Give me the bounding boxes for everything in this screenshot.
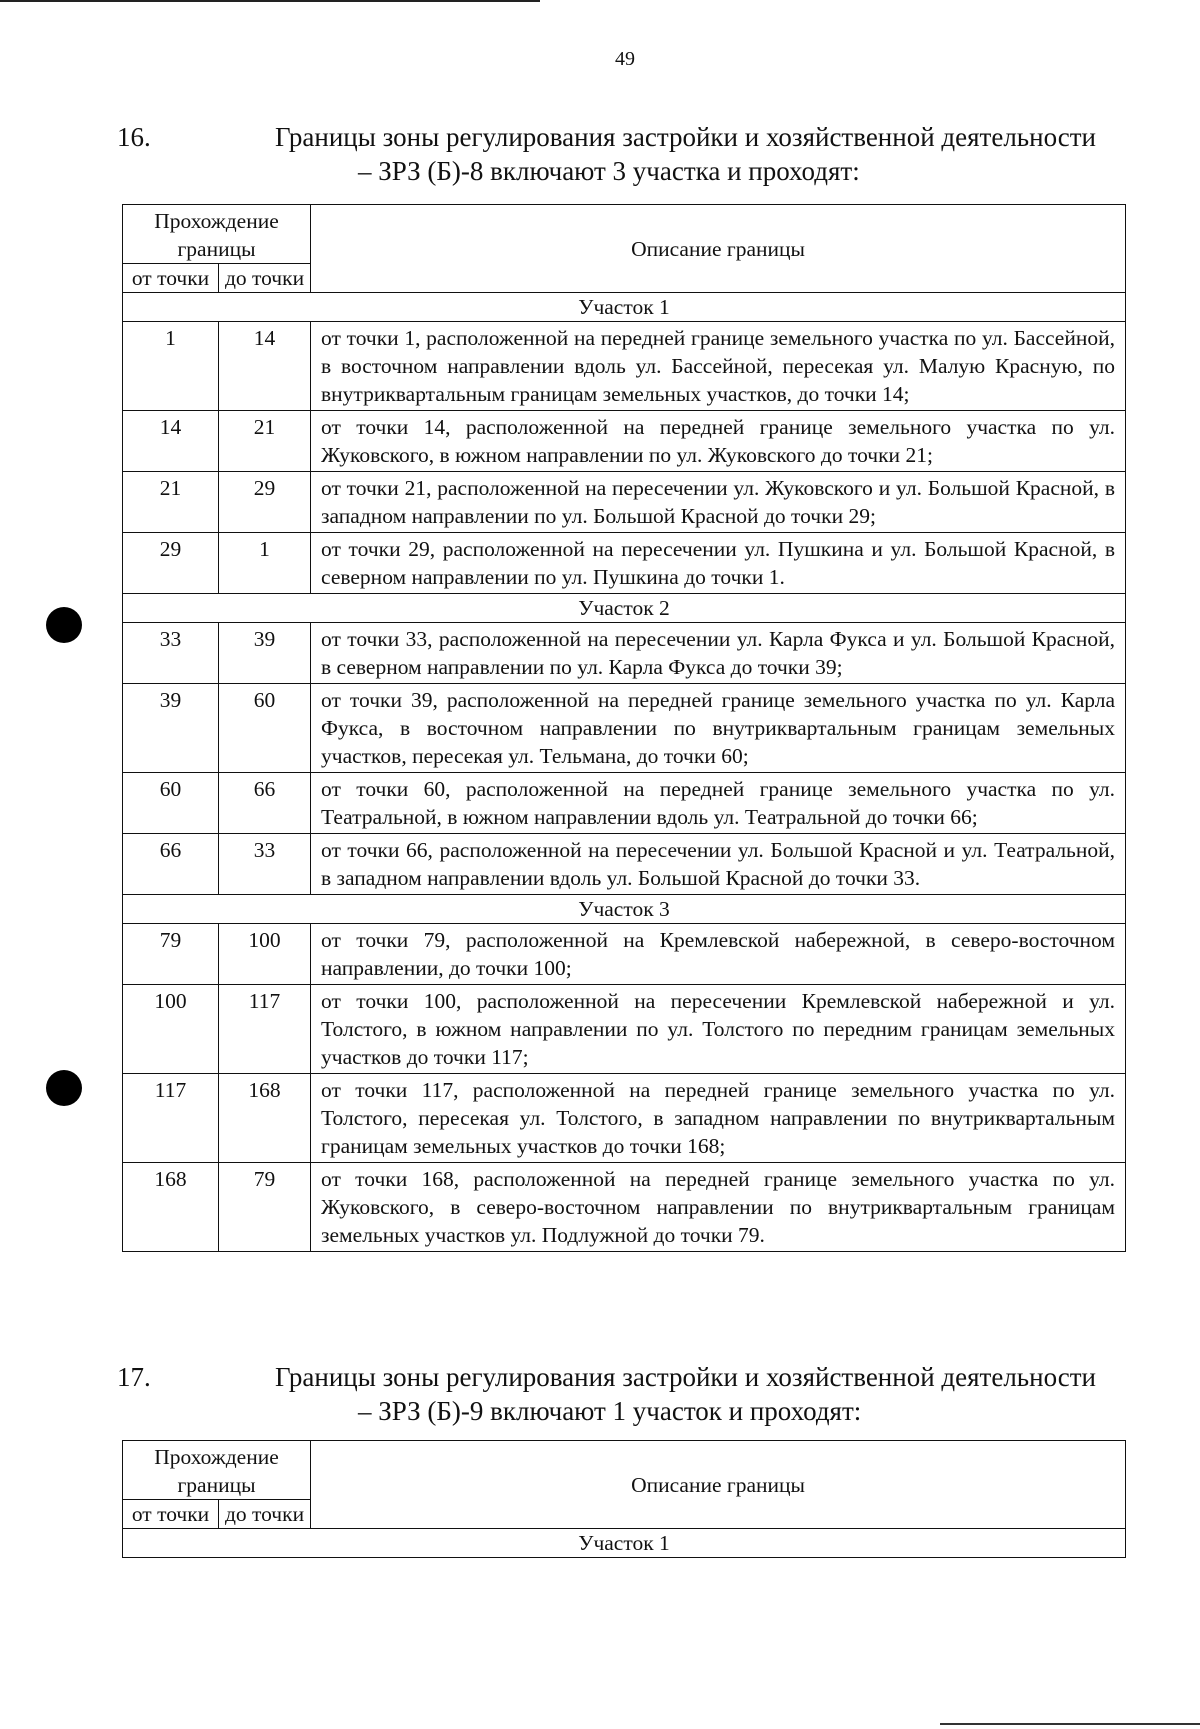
table-row: [123, 322, 1126, 411]
page-number: 49: [615, 48, 635, 70]
from-point: 21: [123, 472, 219, 533]
parcel-label: Участок 2: [123, 594, 1126, 623]
table-row: [123, 472, 1126, 533]
table-row: [123, 1163, 1126, 1252]
table-row: [123, 924, 1126, 985]
section-17-heading: [117, 1360, 1137, 1430]
parcel-label: Участок 3: [123, 895, 1126, 924]
to-point: 39: [219, 623, 311, 684]
boundary-description: от точки 100, расположенной на пересечении Кремлевской набережной и ул. Толстого, в южном направлении по ул. Толстого по передним границам земельных участков до точки 117;: [311, 985, 1126, 1074]
table-row: [123, 623, 1126, 684]
to-point: 14: [219, 322, 311, 411]
boundary-table-17: [122, 1440, 1126, 1558]
table-row: [123, 834, 1126, 895]
section-title-line2: – ЗРЗ (Б)-9 включают 1 участок и проходят:: [358, 1396, 862, 1426]
to-point: 79: [219, 1163, 311, 1252]
boundary-description: от точки 117, расположенной на передней границе земельного участка по ул. Толстого, пересекая ул. Толстого, в западном направлении по внутриквартальным границам земельных участков до точки 168;: [311, 1074, 1126, 1163]
from-point: 100: [123, 985, 219, 1074]
header-boundary-passage: Прохождение границы: [123, 1441, 311, 1500]
table-row: [123, 684, 1126, 773]
to-point: 117: [219, 985, 311, 1074]
from-point: 79: [123, 924, 219, 985]
to-point: 66: [219, 773, 311, 834]
from-point: 60: [123, 773, 219, 834]
to-point: 33: [219, 834, 311, 895]
section-title-line1: Границы зоны регулирования застройки и хозяйственной деятельности: [275, 122, 1096, 152]
boundary-description: от точки 39, расположенной на передней границе земельного участка по ул. Карла Фукса, в восточном направлении по внутриквартальным границам земельных участков, пересекая ул. Тельмана, до точки 60;: [311, 684, 1126, 773]
from-point: 33: [123, 623, 219, 684]
punch-hole: [46, 1070, 82, 1106]
to-point: 29: [219, 472, 311, 533]
table-row: [123, 1074, 1126, 1163]
to-point: 100: [219, 924, 311, 985]
punch-hole: [46, 607, 82, 643]
to-point: 60: [219, 684, 311, 773]
header-to-point: до точки: [219, 264, 311, 293]
to-point: 168: [219, 1074, 311, 1163]
to-point: 21: [219, 411, 311, 472]
scan-edge-top: [0, 0, 540, 2]
boundary-description: от точки 66, расположенной на пересечении ул. Большой Красной и ул. Театральной, в западном направлении вдоль ул. Большой Красной до точки 33.: [311, 834, 1126, 895]
boundary-description: от точки 1, расположенной на передней границе земельного участка по ул. Бассейной, в восточном направлении вдоль ул. Бассейной, пересекая ул. Малую Красную, по внутриквартальным границам земельных участков, до точки 14;: [311, 322, 1126, 411]
boundary-description: от точки 79, расположенной на Кремлевской набережной, в северо-восточном направлении, до точки 100;: [311, 924, 1126, 985]
section-title-line2: – ЗРЗ (Б)-8 включают 3 участка и проходят:: [358, 156, 860, 186]
table-row: [123, 773, 1126, 834]
boundary-description: от точки 29, расположенной на пересечении ул. Пушкина и ул. Большой Красной, в северном направлении по ул. Пушкина до точки 1.: [311, 533, 1126, 594]
boundary-description: от точки 60, расположенной на передней границе земельного участка по ул. Театральной, в южном направлении вдоль ул. Театральной до точки 66;: [311, 773, 1126, 834]
from-point: 1: [123, 322, 219, 411]
header-from-point: от точки: [123, 264, 219, 293]
from-point: 39: [123, 684, 219, 773]
from-point: 29: [123, 533, 219, 594]
header-boundary-passage: Прохождение границы: [123, 205, 311, 264]
header-description: Описание границы: [311, 205, 1126, 293]
to-point: 1: [219, 533, 311, 594]
boundary-description: от точки 21, расположенной на пересечении ул. Жуковского и ул. Большой Красной, в западном направлении по ул. Большой Красной до точки 29;: [311, 472, 1126, 533]
from-point: 117: [123, 1074, 219, 1163]
section-number: 17.: [117, 1362, 151, 1392]
boundary-description: от точки 14, расположенной на передней границе земельного участка по ул. Жуковского, в южном направлении по ул. Жуковского до точки 21;: [311, 411, 1126, 472]
parcel-label: Участок 1: [123, 293, 1126, 322]
boundary-table-16: [122, 204, 1126, 1252]
boundary-description: от точки 33, расположенной на пересечении ул. Карла Фукса и ул. Большой Красной, в северном направлении по ул. Карла Фукса до точки 39;: [311, 623, 1126, 684]
header-from-point: от точки: [123, 1500, 219, 1529]
section-title-line1: Границы зоны регулирования застройки и хозяйственной деятельности: [275, 1362, 1096, 1392]
table-row: [123, 985, 1126, 1074]
from-point: 66: [123, 834, 219, 895]
from-point: 14: [123, 411, 219, 472]
section-number: 16.: [117, 122, 151, 152]
section-16-heading: [117, 120, 1137, 190]
scan-edge-bottom: [940, 1723, 1200, 1725]
header-to-point: до точки: [219, 1500, 311, 1529]
table-row: [123, 411, 1126, 472]
boundary-description: от точки 168, расположенной на передней границе земельного участка по ул. Жуковского, в северо-восточном направлении по внутриквартальным границам земельных участков ул. Подлужной до точки 79.: [311, 1163, 1126, 1252]
parcel-label: Участок 1: [123, 1529, 1126, 1558]
table-row: [123, 533, 1126, 594]
header-description: Описание границы: [311, 1441, 1126, 1529]
from-point: 168: [123, 1163, 219, 1252]
